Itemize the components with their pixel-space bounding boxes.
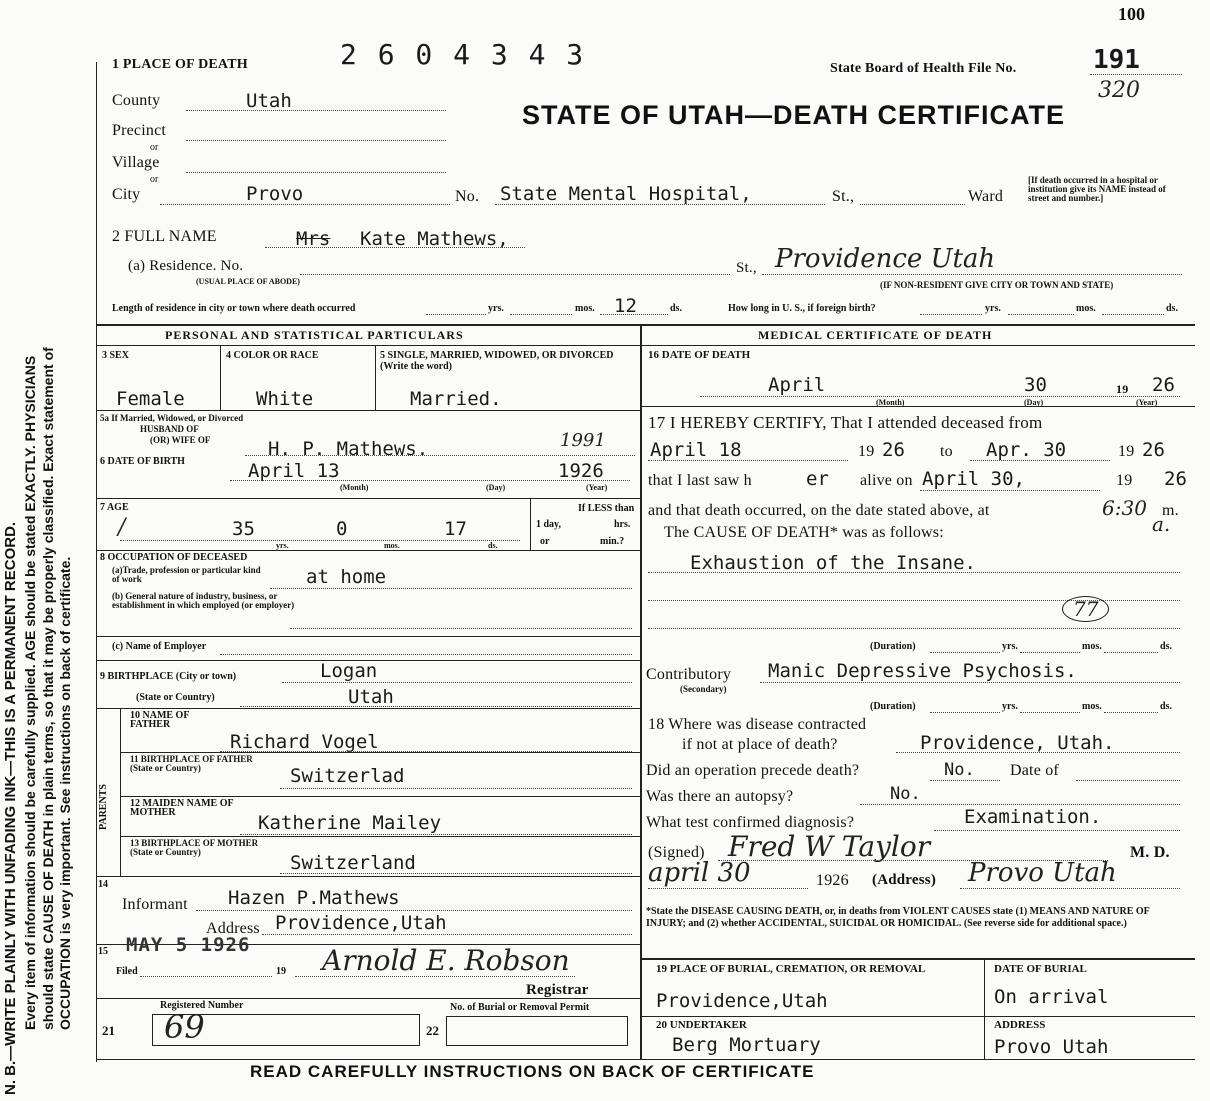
ward-note: [If death occurred in a hospital or institution give its NAME instead of street and number.] [1028, 175, 1166, 203]
last-saw-label: that I last saw h [648, 472, 752, 489]
death-time: 6:30 [1102, 496, 1147, 520]
occupation-label: 8 OCCUPATION OF DECEASED [100, 552, 248, 563]
form-bottom-border [97, 1059, 1195, 1060]
autopsy-label: Was there an autopsy? [646, 788, 794, 805]
birthplace-state: Utah [348, 686, 394, 708]
age-label: 7 AGE [100, 502, 129, 513]
attended-to-year: 26 [1142, 439, 1165, 461]
how-long-us-label: How long in U. S., if foreign birth? [728, 303, 876, 314]
disease-contracted-place: Providence, Utah. [920, 732, 1115, 754]
certificate-title: STATE OF UTAH—DEATH CERTIFICATE [522, 100, 1065, 130]
street-no-value: State Mental Hospital, [500, 183, 752, 205]
husband-value: H. P. Mathews. [268, 438, 429, 460]
death-day: 30 [1024, 374, 1047, 396]
certify-label: 17 I HEREBY CERTIFY, That I attended deceased from [648, 413, 1043, 432]
filed-stamp: MAY 5 1926 [126, 934, 251, 956]
operation-value: No. [944, 760, 975, 780]
death-year: 26 [1152, 374, 1175, 396]
dob-year: 1926 [558, 460, 604, 482]
contributory-cause: Manic Depressive Psychosis. [768, 660, 1077, 682]
residence-handwritten: Providence Utah [775, 244, 996, 274]
dob-label: 6 DATE OF BIRTH [100, 456, 185, 467]
length-residence-label: Length of residence in city or town where death occurred [112, 303, 356, 314]
cause-of-death: Exhaustion of the Insane. [690, 552, 976, 574]
burial-place-label: 19 PLACE OF BURIAL, CREMATION, OR REMOVAL [656, 963, 926, 975]
sidebar-instructions [0, 0, 90, 1101]
birthplace-label: 9 BIRTHPLACE (City or town) [100, 671, 237, 682]
burial-permit-box [446, 1016, 628, 1046]
corner-number: 100 [1118, 4, 1145, 24]
physician-signature: Fred W Taylor [728, 830, 931, 863]
father-name: Richard Vogel [230, 731, 379, 753]
attended-from: April 18 [650, 439, 742, 461]
burial-date-label: DATE OF BURIAL [994, 963, 1087, 975]
cause-footnote: *State the DISEASE CAUSING DEATH, or, in deaths from VIOLENT CAUSES state (1) MEANS AND NATURE OF INJURY; and (2) whether ACCIDENTAL, SUICIDAL OR HOMICIDAL. (See reverse side for additional space.) [646, 906, 1150, 929]
age-days: 17 [444, 518, 467, 540]
father-birthplace: Switzerlad [290, 765, 405, 787]
disease-contracted-label: 18 Where was disease contracted [648, 716, 867, 733]
residence-sub: (USUAL PLACE OF ABODE) [196, 277, 300, 286]
informant-value: Hazen P.Mathews [228, 887, 400, 909]
street-label: St., [832, 188, 855, 205]
cause-code: 77 [1062, 596, 1109, 622]
residence-label: (a) Residence. No. [128, 258, 244, 274]
full-name-struck: Mrs [296, 228, 331, 250]
residence-months: 12 [614, 295, 637, 317]
test-label: What test confirmed diagnosis? [646, 814, 855, 831]
attended-from-year: 26 [882, 439, 905, 461]
parents-label: PARENTS [98, 784, 109, 830]
date-of-death-label: 16 DATE OF DEATH [648, 349, 751, 361]
sex-value: Female [116, 388, 185, 410]
husband-handwritten: 1991 [560, 430, 606, 451]
full-name-value: Kate Mathews, [360, 228, 509, 250]
physician-address: Provo Utah [968, 858, 1117, 888]
age-months: 0 [336, 518, 348, 540]
mother-birthplace: Switzerland [290, 852, 416, 874]
precinct-label: Precinct [112, 122, 167, 139]
sidebar-line-2: Every item of information should be carefully supplied. AGE should be stated EXACTLY. PHYSICIANS [22, 355, 38, 1030]
burial-place: Providence,Utah [656, 990, 828, 1012]
informant-address: Providence,Utah [275, 912, 447, 934]
sidebar-line-1: N. B.—WRITE PLAINLY WITH UNFADING INK—THIS IS A PERMANENT RECORD. [2, 521, 19, 1095]
address-label: Address [206, 920, 260, 937]
birthplace-city: Logan [320, 660, 378, 682]
cause-label: The CAUSE OF DEATH* was as follows: [664, 524, 944, 541]
footer-instructions: READ CAREFULLY INSTRUCTIONS ON BACK OF CERTIFICATE [250, 1062, 815, 1081]
death-occurred-label: and that death occurred, on the date stated above, at [648, 502, 990, 519]
registrar-signature: Arnold E. Robson [322, 944, 570, 977]
last-saw-year: 26 [1164, 468, 1187, 490]
sex-label: 3 SEX [102, 350, 129, 361]
marital-label: 5 SINGLE, MARRIED, WIDOWED, OR DIVORCED (Write the word) [380, 350, 614, 372]
age-years: 35 [232, 518, 255, 540]
file-number-label: State Board of Health File No. [830, 61, 1017, 76]
burial-date: On arrival [994, 986, 1109, 1008]
last-saw-date: April 30, [922, 468, 1025, 490]
registered-number: 69 [164, 1008, 205, 1046]
county-value: Utah [246, 90, 292, 112]
full-name-label: 2 FULL NAME [112, 228, 217, 245]
death-month: April [768, 374, 826, 396]
city-label: City [112, 186, 141, 203]
column-divider [640, 324, 642, 1059]
sidebar-line-4: OCCUPATION is very important. See instructions on back of certificate. [57, 556, 73, 1030]
autopsy-value: No. [890, 784, 921, 804]
certificate-stamp-number: 2 6 0 4 3 4 3 [340, 38, 586, 71]
operation-label: Did an operation precede death? [646, 762, 860, 779]
place-of-death-label: 1 PLACE OF DEATH [112, 57, 248, 72]
signature-date: april 30 [648, 858, 751, 888]
contributory-label: Contributory [646, 666, 732, 683]
attended-to: Apr. 30 [986, 439, 1067, 461]
marital-value: Married. [410, 388, 502, 410]
signed-label: (Signed) [648, 844, 705, 861]
color-label: 4 COLOR OR RACE [226, 350, 319, 361]
mother-name: Katherine Mailey [258, 812, 442, 834]
color-value: White [256, 388, 314, 410]
street-no-label: No. [455, 188, 480, 205]
undertaker-address-label: ADDRESS [994, 1019, 1046, 1031]
undertaker-address: Provo Utah [994, 1036, 1109, 1058]
personal-heading: PERSONAL AND STATISTICAL PARTICULARS [165, 328, 464, 342]
residence-st-label: St., [736, 260, 757, 276]
file-number-handwritten: 320 [1098, 78, 1140, 103]
file-number: 191 [1093, 45, 1140, 75]
county-label: County [112, 92, 161, 109]
residence-note: (IF NON-RESIDENT GIVE CITY OR TOWN AND STATE) [880, 280, 1114, 290]
sidebar-line-3: should state CAUSE OF DEATH in plain terms, so that it may be properly classified. Exact statement of [40, 347, 56, 1030]
medical-heading: MEDICAL CERTIFICATE OF DEATH [758, 328, 993, 342]
undertaker-name: Berg Mortuary [672, 1034, 821, 1056]
ward-label: Ward [968, 188, 1004, 205]
occupation-value: at home [306, 566, 387, 588]
city-value: Provo [246, 183, 304, 205]
form-left-border [96, 62, 97, 1062]
informant-label: Informant [122, 896, 188, 913]
village-label: Village [112, 154, 160, 171]
registrar-label: Registrar [526, 982, 589, 998]
test-value: Examination. [964, 806, 1102, 828]
dob-month-day: April 13 [248, 460, 340, 482]
undertaker-label: 20 UNDERTAKER [656, 1019, 747, 1031]
